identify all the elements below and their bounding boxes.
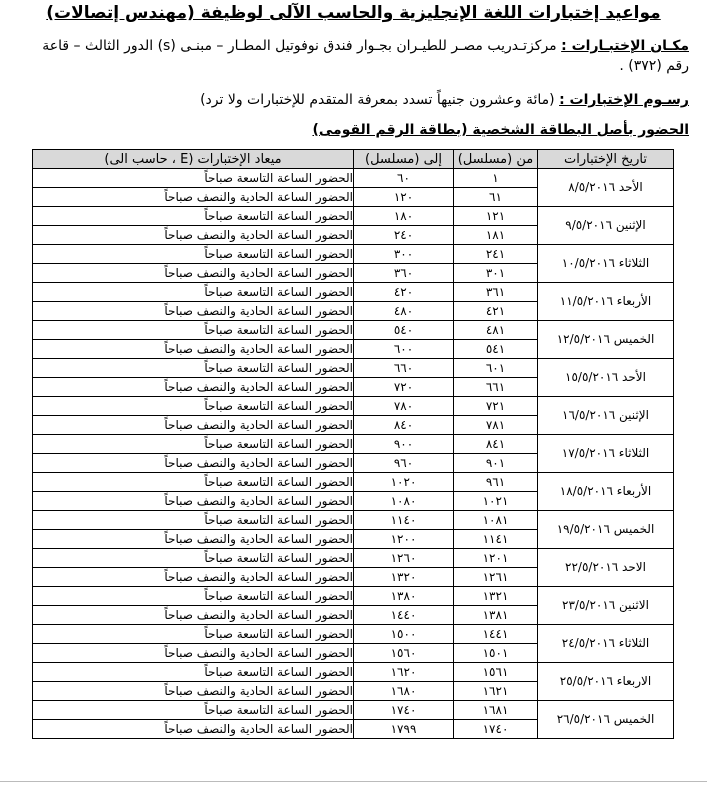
- attendance-time-cell: الحضور الساعة التاسعة صباحاً: [33, 587, 354, 606]
- attendance-time-cell: الحضور الساعة الحادية والنصف صباحاً: [33, 378, 354, 397]
- table-row: [33, 587, 674, 606]
- serial-from-cell: ١٥٠١: [454, 644, 538, 663]
- exam-fees: [17, 90, 689, 110]
- table-body: [33, 169, 674, 739]
- exam-date-cell: الاحد ٢٢/٥/٢٠١٦: [538, 549, 674, 587]
- exam-location-label: مكـان الإختبـارات :: [561, 38, 689, 54]
- serial-to-cell: ١٣٢٠: [354, 568, 454, 587]
- serial-to-cell: ١٦٨٠: [354, 682, 454, 701]
- table-row: [33, 435, 674, 454]
- serial-from-cell: ٩٠١: [454, 454, 538, 473]
- attendance-time-cell: الحضور الساعة التاسعة صباحاً: [33, 549, 354, 568]
- serial-from-cell: ٦٦١: [454, 378, 538, 397]
- exam-date-cell: الخميس ٢٦/٥/٢٠١٦: [538, 701, 674, 739]
- exam-date-cell: الخميس ١٢/٥/٢٠١٦: [538, 321, 674, 359]
- serial-from-cell: ٦١: [454, 188, 538, 207]
- serial-to-cell: ١٢٠٠: [354, 530, 454, 549]
- table-row: [33, 207, 674, 226]
- attendance-time-cell: الحضور الساعة الحادية والنصف صباحاً: [33, 226, 354, 245]
- serial-from-cell: ١٢٠١: [454, 549, 538, 568]
- exam-date-cell: الأربعاء ١١/٥/٢٠١٦: [538, 283, 674, 321]
- attendance-time-cell: الحضور الساعة التاسعة صباحاً: [33, 321, 354, 340]
- table-row: [33, 511, 674, 530]
- serial-from-cell: ٢٤١: [454, 245, 538, 264]
- attendance-time-cell: الحضور الساعة الحادية والنصف صباحاً: [33, 530, 354, 549]
- header-date: تاريخ الإختبارات: [538, 150, 674, 169]
- serial-to-cell: ٩٦٠: [354, 454, 454, 473]
- serial-to-cell: ١٥٠٠: [354, 625, 454, 644]
- attendance-note: الحضور بأصل البطاقة الشخصية (بطاقة الرقم القومى): [312, 122, 689, 138]
- attendance-time-cell: الحضور الساعة التاسعة صباحاً: [33, 473, 354, 492]
- table-row: [33, 359, 674, 378]
- serial-to-cell: ١٠٨٠: [354, 492, 454, 511]
- attendance-time-cell: الحضور الساعة التاسعة صباحاً: [33, 701, 354, 720]
- attendance-time-cell: الحضور الساعة الحادية والنصف صباحاً: [33, 720, 354, 739]
- exam-date-cell: الأحد ١٥/٥/٢٠١٦: [538, 359, 674, 397]
- serial-from-cell: ١٢٦١: [454, 568, 538, 587]
- attendance-time-cell: الحضور الساعة التاسعة صباحاً: [33, 397, 354, 416]
- attendance-time-cell: الحضور الساعة التاسعة صباحاً: [33, 435, 354, 454]
- exam-date-cell: الأربعاء ١٨/٥/٢٠١٦: [538, 473, 674, 511]
- attendance-time-cell: الحضور الساعة التاسعة صباحاً: [33, 359, 354, 378]
- serial-to-cell: ١٥٦٠: [354, 644, 454, 663]
- serial-to-cell: ١٣٨٠: [354, 587, 454, 606]
- serial-from-cell: ٦٠١: [454, 359, 538, 378]
- attendance-time-cell: الحضور الساعة التاسعة صباحاً: [33, 245, 354, 264]
- header-to: إلى (مسلسل): [354, 150, 454, 169]
- serial-from-cell: ١٧٤٠: [454, 720, 538, 739]
- serial-from-cell: ٣٠١: [454, 264, 538, 283]
- exam-location: [17, 36, 689, 76]
- attendance-time-cell: الحضور الساعة الحادية والنصف صباحاً: [33, 682, 354, 701]
- document-title: مواعيد إختبارات اللغة الإنجليزية والحاسب الآلى لوظيفة (مهندس إتصالات): [46, 3, 661, 23]
- attendance-time-cell: الحضور الساعة الحادية والنصف صباحاً: [33, 492, 354, 511]
- table-row: [33, 397, 674, 416]
- serial-to-cell: ٧٨٠: [354, 397, 454, 416]
- serial-to-cell: ٦٦٠: [354, 359, 454, 378]
- attendance-time-cell: الحضور الساعة التاسعة صباحاً: [33, 625, 354, 644]
- serial-to-cell: ٧٢٠: [354, 378, 454, 397]
- exam-date-cell: الاربعاء ٢٥/٥/٢٠١٦: [538, 663, 674, 701]
- serial-to-cell: ١٧٤٠: [354, 701, 454, 720]
- serial-from-cell: ٤٨١: [454, 321, 538, 340]
- table-row: [33, 283, 674, 302]
- exam-fees-label: رسـوم الإختبارات :: [559, 92, 689, 108]
- exam-date-cell: الإثنين ٩/٥/٢٠١٦: [538, 207, 674, 245]
- serial-to-cell: ٥٤٠: [354, 321, 454, 340]
- serial-from-cell: ٩٦١: [454, 473, 538, 492]
- serial-to-cell: ١١٤٠: [354, 511, 454, 530]
- serial-from-cell: ١٨١: [454, 226, 538, 245]
- attendance-time-cell: الحضور الساعة التاسعة صباحاً: [33, 169, 354, 188]
- table-row: [33, 549, 674, 568]
- exam-schedule-table: [32, 149, 674, 739]
- serial-from-cell: ١٦٨١: [454, 701, 538, 720]
- exam-date-cell: الثلاثاء ١٠/٥/٢٠١٦: [538, 245, 674, 283]
- serial-from-cell: ٣٦١: [454, 283, 538, 302]
- attendance-time-cell: الحضور الساعة الحادية والنصف صباحاً: [33, 302, 354, 321]
- serial-from-cell: ١٤٤١: [454, 625, 538, 644]
- header-from: من (مسلسل): [454, 150, 538, 169]
- attendance-time-cell: الحضور الساعة الحادية والنصف صباحاً: [33, 264, 354, 283]
- attendance-time-cell: الحضور الساعة التاسعة صباحاً: [33, 663, 354, 682]
- serial-to-cell: ٤٢٠: [354, 283, 454, 302]
- exam-date-cell: الثلاثاء ٢٤/٥/٢٠١٦: [538, 625, 674, 663]
- serial-to-cell: ١٠٢٠: [354, 473, 454, 492]
- serial-to-cell: ٢٤٠: [354, 226, 454, 245]
- serial-to-cell: ١٢٦٠: [354, 549, 454, 568]
- serial-from-cell: ١١٤١: [454, 530, 538, 549]
- exam-date-cell: الثلاثاء ١٧/٥/٢٠١٦: [538, 435, 674, 473]
- serial-from-cell: ١٣٢١: [454, 587, 538, 606]
- table-row: [33, 473, 674, 492]
- attendance-time-cell: الحضور الساعة الحادية والنصف صباحاً: [33, 568, 354, 587]
- table-row: [33, 245, 674, 264]
- attendance-time-cell: الحضور الساعة الحادية والنصف صباحاً: [33, 340, 354, 359]
- serial-to-cell: ١٦٢٠: [354, 663, 454, 682]
- serial-from-cell: ٥٤١: [454, 340, 538, 359]
- serial-from-cell: ١٣٨١: [454, 606, 538, 625]
- exam-date-cell: الإثنين ١٦/٥/٢٠١٦: [538, 397, 674, 435]
- exam-date-cell: الخميس ١٩/٥/٢٠١٦: [538, 511, 674, 549]
- exam-fees-text: (مائة وعشرون جنيهاً تسدد بمعرفة المتقدم للإختبارات ولا ترد): [200, 92, 555, 108]
- serial-to-cell: ٣٠٠: [354, 245, 454, 264]
- serial-to-cell: ٦٠٠: [354, 340, 454, 359]
- table-row: [33, 625, 674, 644]
- table-row: [33, 701, 674, 720]
- table-row: [33, 169, 674, 188]
- serial-from-cell: ١٠٢١: [454, 492, 538, 511]
- serial-from-cell: ١٥٦١: [454, 663, 538, 682]
- attendance-time-cell: الحضور الساعة التاسعة صباحاً: [33, 511, 354, 530]
- serial-to-cell: ٣٦٠: [354, 264, 454, 283]
- serial-from-cell: ١: [454, 169, 538, 188]
- exam-date-cell: الأحد ٨/٥/٢٠١٦: [538, 169, 674, 207]
- serial-from-cell: ٧٢١: [454, 397, 538, 416]
- serial-to-cell: ٦٠: [354, 169, 454, 188]
- serial-from-cell: ٨٤١: [454, 435, 538, 454]
- serial-to-cell: ١٢٠: [354, 188, 454, 207]
- serial-to-cell: ٩٠٠: [354, 435, 454, 454]
- serial-to-cell: ٤٨٠: [354, 302, 454, 321]
- attendance-time-cell: الحضور الساعة الحادية والنصف صباحاً: [33, 188, 354, 207]
- serial-to-cell: ٨٤٠: [354, 416, 454, 435]
- attendance-time-cell: الحضور الساعة الحادية والنصف صباحاً: [33, 454, 354, 473]
- attendance-time-cell: الحضور الساعة الحادية والنصف صباحاً: [33, 644, 354, 663]
- serial-from-cell: ٧٨١: [454, 416, 538, 435]
- table-row: [33, 663, 674, 682]
- attendance-time-cell: الحضور الساعة التاسعة صباحاً: [33, 207, 354, 226]
- serial-to-cell: ١٨٠: [354, 207, 454, 226]
- serial-from-cell: ١٦٢١: [454, 682, 538, 701]
- attendance-time-cell: الحضور الساعة التاسعة صباحاً: [33, 283, 354, 302]
- page-edge-divider: [0, 781, 707, 782]
- serial-to-cell: ١٧٩٩: [354, 720, 454, 739]
- serial-from-cell: ١٢١: [454, 207, 538, 226]
- serial-from-cell: ١٠٨١: [454, 511, 538, 530]
- attendance-time-cell: الحضور الساعة الحادية والنصف صباحاً: [33, 606, 354, 625]
- serial-from-cell: ٤٢١: [454, 302, 538, 321]
- table-header-row: [33, 150, 674, 169]
- table-row: [33, 321, 674, 340]
- attendance-time-cell: الحضور الساعة الحادية والنصف صباحاً: [33, 416, 354, 435]
- exam-location-text: مركزتـدريب مصـر للطيـران بجـوار فندق نوفوتيل المطـار – مبنـى (s) الدور الثالث – قاعة رقم (٣٧٢) .: [42, 38, 689, 74]
- exam-date-cell: الاثنين ٢٣/٥/٢٠١٦: [538, 587, 674, 625]
- serial-to-cell: ١٤٤٠: [354, 606, 454, 625]
- header-time: ميعاد الإختبارات (E ، حاسب الى): [33, 150, 354, 169]
